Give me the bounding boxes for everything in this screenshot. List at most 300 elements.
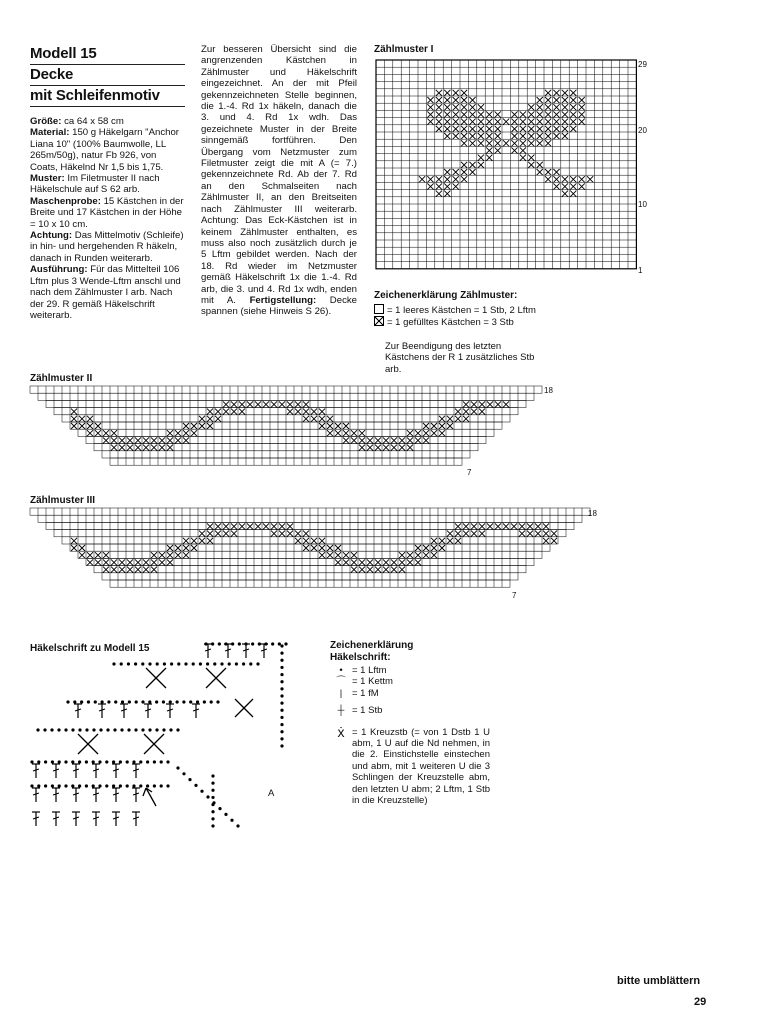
filled-cell [303,416,309,422]
chain-dot [169,728,172,731]
chain-dot [203,700,206,703]
chart1-title: Zählmuster I [374,44,434,55]
chain-dot [134,728,137,731]
chain-dot [113,728,116,731]
filled-cell [444,90,450,96]
filled-cell [427,111,433,117]
filled-cell [407,430,413,436]
filled-cell [239,401,245,407]
filled-cell [183,430,189,436]
chain-dot [148,662,151,665]
crossed-stitch [144,734,164,754]
filled-cell [327,416,333,422]
chain-dot [194,784,197,787]
chain-dot [228,662,231,665]
filled-cell [562,97,568,103]
chain-dot [199,662,202,665]
filled-cell [95,559,101,565]
filled-cell [447,416,453,422]
filled-cell [469,162,475,168]
chain-dot [211,774,214,777]
filled-cell [391,559,397,565]
filled-cell [495,119,501,125]
filled-cell [319,423,325,429]
filled-cell [463,531,469,537]
filled-cell [335,545,341,551]
chain-dot [71,760,74,763]
filled-cell [419,176,425,182]
crossed-stitch-icon: ẋ [337,723,345,740]
filled-cell [87,559,93,565]
chart3-top-label: 18 [588,509,597,518]
filled-cell [562,183,568,189]
filled-cell [415,559,421,565]
filled-cell [495,133,501,139]
filled-cell [423,545,429,551]
filled-cell [135,559,141,565]
chain-dot [126,760,129,763]
filled-cell [469,104,475,110]
filled-cell [95,423,101,429]
chain-dot [189,700,192,703]
filled-cell [407,445,413,451]
chain-dot [98,784,101,787]
filled-cell [287,409,293,415]
chain-dot [242,662,245,665]
legend-empty-box-row: = 1 leeres Kästchen = 1 Stb, 2 Lftm [374,304,536,316]
filled-cell [579,111,585,117]
filled-cell [545,97,551,103]
filled-cell [71,538,77,544]
filled-cell [453,111,459,117]
chain-dot [166,784,169,787]
filled-cell [553,90,559,96]
filled-cell [287,401,293,407]
filled-cell [439,423,445,429]
filled-cell [431,538,437,544]
instructions-column [201,44,357,318]
filled-cell [553,169,559,175]
filled-cell [520,140,526,146]
filled-cell [191,423,197,429]
filled-cell [553,126,559,132]
chain-dot [280,680,283,683]
filled-cell [399,552,405,558]
chain-dot [127,728,130,731]
filled-cell [215,523,221,529]
filled-cell [391,445,397,451]
filled-cell [436,183,442,189]
chain-dot [264,642,267,645]
chain-dot [280,730,283,733]
filled-cell [487,401,493,407]
filled-cell [461,133,467,139]
legend-row-lftm: • = 1 Lftm [330,665,490,676]
filled-cell [319,416,325,422]
chain-dot [211,810,214,813]
filled-cell [461,97,467,103]
filled-cell [447,423,453,429]
filled-cell [103,567,109,573]
filled-cell [231,531,237,537]
filled-cell [399,567,405,573]
chain-dot [37,760,40,763]
chain-dot [64,784,67,787]
chain-dot [107,700,110,703]
filled-cell [399,559,405,565]
chain-dot [51,760,54,763]
legend-filled-box-row: = 1 gefülltes Kästchen = 3 Stb [374,316,514,328]
filled-cell [537,119,543,125]
filled-cell [167,437,173,443]
filled-cell [183,545,189,551]
filled-cell [436,104,442,110]
filled-cell [271,401,277,407]
chain-dot [94,700,97,703]
filled-cell [562,133,568,139]
filled-cell [455,523,461,529]
chain-dot [135,700,138,703]
filled-cell [495,140,501,146]
chain-dot [128,700,131,703]
filled-cell [231,401,237,407]
filled-cell [391,567,397,573]
filled-cell [570,183,576,189]
filled-cell [207,523,213,529]
filled-cell [191,430,197,436]
filled-cell [444,97,450,103]
chain-dot [280,709,283,712]
filled-cell [553,119,559,125]
filled-cell [471,523,477,529]
filled-cell [135,567,141,573]
chart1-row-label-1: 1 [638,266,643,275]
filled-cell [570,111,576,117]
filled-cell [415,545,421,551]
chain-dot [249,662,252,665]
filled-box-icon [374,316,384,326]
turn-page-note: bitte umblättern [617,975,701,987]
chain-dot [71,728,74,731]
chain-dot [148,700,151,703]
filled-cell [111,445,117,451]
filled-cell [453,97,459,103]
filled-cell [231,409,237,415]
chain-dot [216,700,219,703]
chain-dot [211,789,214,792]
filled-cell [423,552,429,558]
filled-cell [295,538,301,544]
chain-dot [184,662,187,665]
filled-cell [143,437,149,443]
chain-dot [280,702,283,705]
chain-dot [231,642,234,645]
filled-cell [461,104,467,110]
filled-cell [528,119,534,125]
filled-cell [343,430,349,436]
filled-cell [503,119,509,125]
filled-cell [167,552,173,558]
filled-cell [495,126,501,132]
filled-cell [391,437,397,443]
filled-cell [191,545,197,551]
filled-cell [444,126,450,132]
chain-dot [119,760,122,763]
chain-dot [224,642,227,645]
filled-cell [486,111,492,117]
filled-cell [579,176,585,182]
page-number: 29 [694,996,707,1008]
filled-cell [375,445,381,451]
filled-cell [436,119,442,125]
filled-cell [570,126,576,132]
filled-cell [103,437,109,443]
filled-cell [503,401,509,407]
filled-cell [469,126,475,132]
filled-cell [167,545,173,551]
filled-cell [399,437,405,443]
filled-cell [471,531,477,537]
filled-cell [431,545,437,551]
crochet-marker-a: A [268,788,275,799]
filled-cell [427,104,433,110]
filled-cell [359,437,365,443]
filled-cell [183,552,189,558]
spec-attention: Achtung: Das Mittelmotiv (Schleife) in hin- und hergehenden R häkeln, danach in Runden weiterarb. [30,230,184,264]
chain-dot [78,784,81,787]
filled-cell [119,437,125,443]
filled-cell [453,104,459,110]
filled-cell [159,552,165,558]
filled-cell [367,567,373,573]
filled-cell [111,559,117,565]
chain-dot [78,760,81,763]
filled-cell [486,126,492,132]
specs-column [30,116,186,321]
filled-cell [453,126,459,132]
filled-cell [537,97,543,103]
chain-dot [280,673,283,676]
single-crochet-bar-icon: | [339,687,343,699]
chain-dot [176,728,179,731]
filled-cell [87,430,93,436]
filled-cell [461,119,467,125]
filled-cell [351,437,357,443]
filled-cell [562,191,568,197]
filled-cell [95,430,101,436]
chain-dot [244,642,247,645]
chain-dot [36,728,39,731]
filled-cell [447,538,453,544]
filled-cell [537,162,543,168]
filled-cell [537,126,543,132]
filled-cell [423,423,429,429]
chain-dot [188,778,191,781]
chain-dot [280,744,283,747]
filled-cell [469,97,475,103]
filled-cell [527,523,533,529]
filled-cell [553,176,559,182]
filled-cell [444,169,450,175]
chain-dot [105,784,108,787]
chain-dot [166,760,169,763]
chain-dot [206,662,209,665]
chain-dot [170,662,173,665]
legend-crochet-title-1: Zeichenerklärung [330,640,414,651]
filled-cell [207,538,213,544]
chain-dot [256,662,259,665]
chain-dot [200,790,203,793]
filled-cell [279,531,285,537]
chain-dot [236,824,239,827]
filled-cell [319,552,325,558]
filled-cell [79,552,85,558]
filled-cell [351,567,357,573]
chart2-bottom-label: 7 [467,468,472,477]
filled-cell [479,531,485,537]
filled-cell [319,538,325,544]
filled-cell [486,133,492,139]
chain-dot [80,700,83,703]
filled-cell [439,430,445,436]
filled-cell [453,183,459,189]
filled-cell [127,437,133,443]
filled-cell [71,545,77,551]
legend-chart-title: Zeichenerklärung Zählmuster: [374,290,518,301]
filled-cell [478,155,484,161]
filled-cell [486,140,492,146]
filled-cell [537,133,543,139]
chart1-row-label-29: 29 [638,60,647,69]
filled-cell [527,531,533,537]
filled-cell [461,169,467,175]
filled-cell [167,559,173,565]
filled-cell [528,155,534,161]
chain-dot [92,728,95,731]
filled-cell [79,423,85,429]
filled-cell [461,126,467,132]
filled-cell [303,545,309,551]
chain-dot [218,642,221,645]
crochet-diagram [28,636,308,836]
filled-cell [444,183,450,189]
filled-cell [415,552,421,558]
filled-cell [423,430,429,436]
crossed-stitch [78,734,98,754]
filled-cell [570,191,576,197]
filled-cell [311,538,317,544]
filled-cell [295,401,301,407]
filled-cell [478,111,484,117]
chain-dot [210,700,213,703]
empty-box-icon [374,304,384,314]
chain-dot [162,700,165,703]
filled-cell [359,567,365,573]
filled-cell [503,523,509,529]
chain-dot [30,760,33,763]
filled-cell [519,531,525,537]
filled-cell [407,559,413,565]
filled-cell [383,567,389,573]
chain-dot [206,795,209,798]
chain-dot [182,772,185,775]
filled-cell [343,423,349,429]
chart1-row-label-20: 20 [638,126,647,135]
chain-dot [141,662,144,665]
filled-cell [436,97,442,103]
chain-dot [85,760,88,763]
filled-cell [223,531,229,537]
chain-dot [148,728,151,731]
chain-dot [64,728,67,731]
filled-cell [511,133,517,139]
chain-dot [238,642,241,645]
filled-cell [463,401,469,407]
chain-dot [211,817,214,820]
filled-cell [520,119,526,125]
chain-dot [30,784,33,787]
chain-dot-icon: • [339,665,343,676]
filled-cell [167,445,173,451]
filled-cell [579,104,585,110]
spec-instructions: Ausführung: Für das Mittelteil 106 Lftm plus 3 Wende-Lftm anschl und nach dem Zählmuster I arb. Nach der 29. R gemäß Häkelschrift weiterarb. [30,264,181,321]
filled-cell [537,104,543,110]
chart2-top-label: 18 [544,386,553,395]
chain-dot [66,700,69,703]
filled-cell [127,445,133,451]
filled-cell [444,191,450,197]
chain-dot [280,666,283,669]
chain-dot [92,760,95,763]
filled-cell [562,119,568,125]
double-crochet-icon: ┼ [337,705,345,717]
filled-cell [545,119,551,125]
filled-cell [231,523,237,529]
chain-dot [224,813,227,816]
chain-dot [120,662,123,665]
filled-cell [111,437,117,443]
finish-label: Fertigstellung: [249,294,317,306]
filled-cell [553,183,559,189]
filled-cell [436,176,442,182]
chain-dot [211,782,214,785]
legend-row-fm: | = 1 fM [330,688,490,699]
filled-cell [495,111,501,117]
filled-cell [528,162,534,168]
filled-cell [553,133,559,139]
chain-dot [132,784,135,787]
chain-dot [141,700,144,703]
chain-dot [37,784,40,787]
filled-cell [469,169,475,175]
chain-dot [160,760,163,763]
filled-cell [303,409,309,415]
filled-cell [407,437,413,443]
filled-cell [431,552,437,558]
filled-cell [528,126,534,132]
chain-dot [211,803,214,806]
filled-cell [562,104,568,110]
chain-dot [71,784,74,787]
filled-cell [271,531,277,537]
filled-cell [455,531,461,537]
filled-cell [471,409,477,415]
filled-cell [471,401,477,407]
filled-cell [453,90,459,96]
filled-cell [436,90,442,96]
filled-cell [519,523,525,529]
filled-cell [351,559,357,565]
